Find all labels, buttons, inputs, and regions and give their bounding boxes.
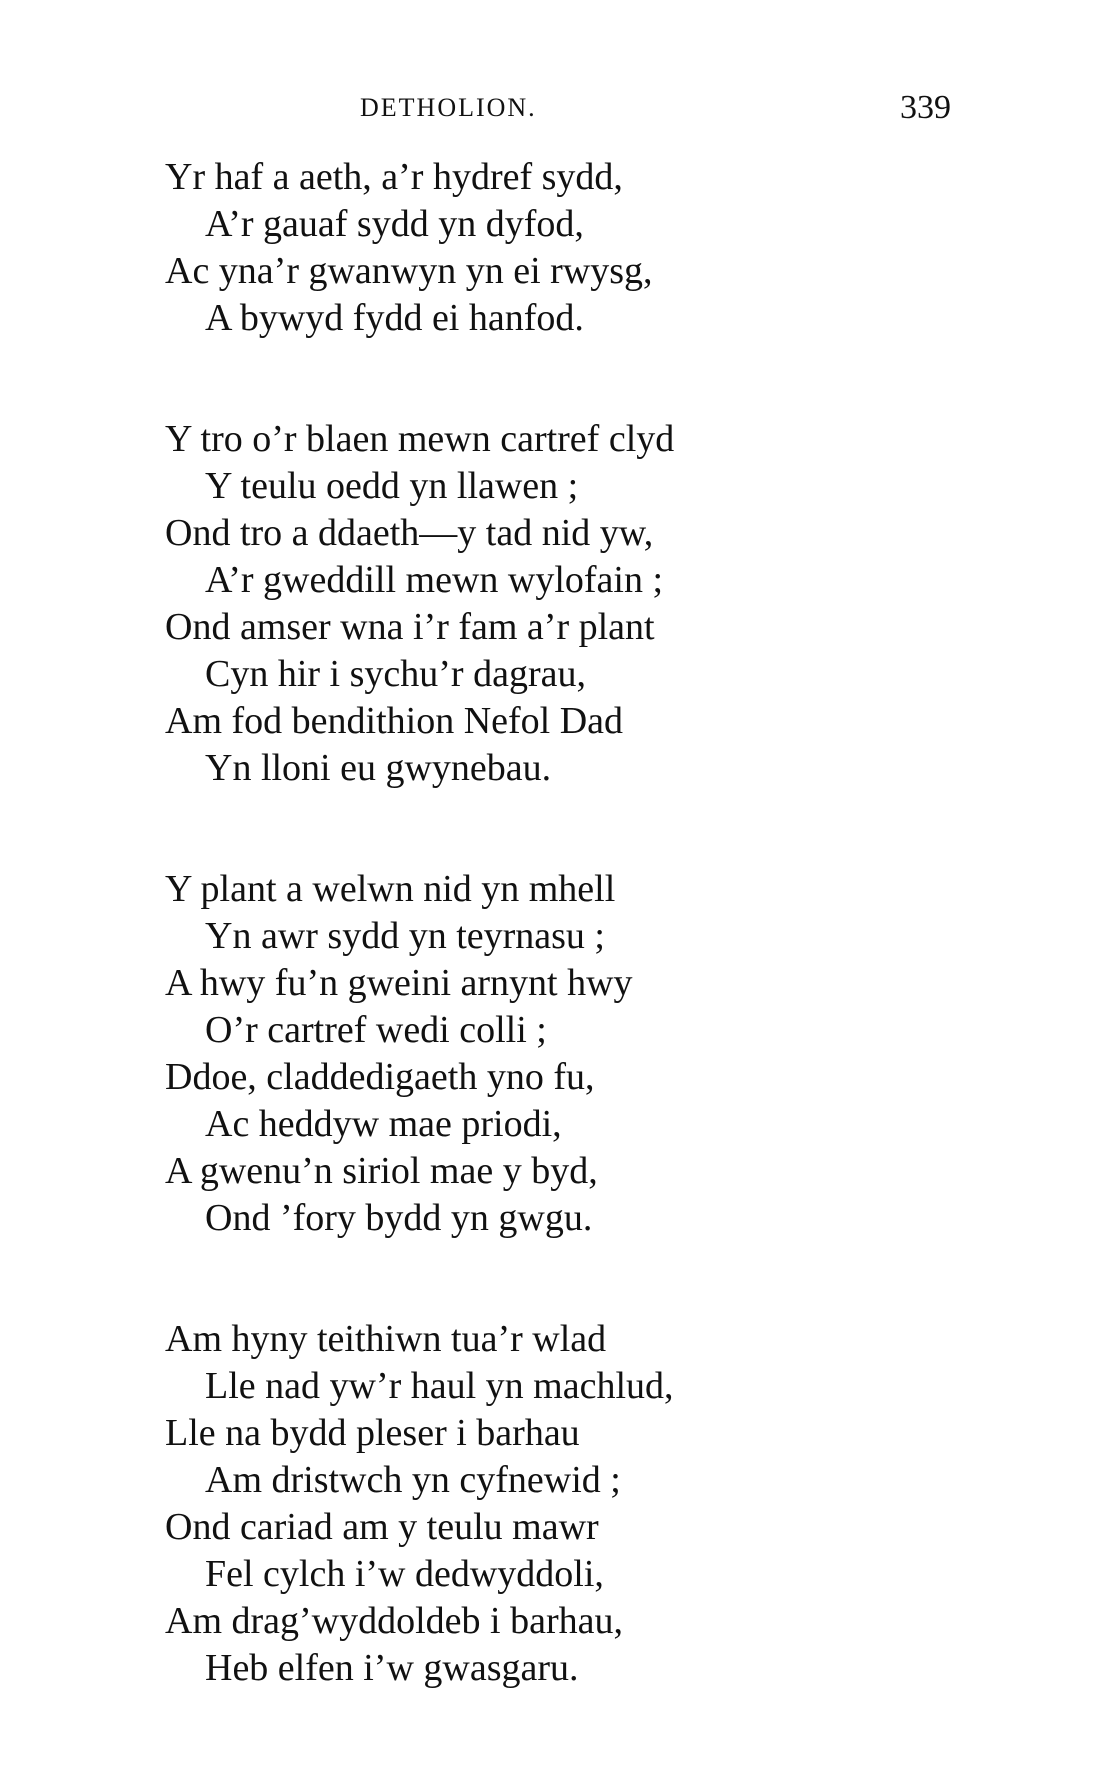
poem-line: A hwy fu’n gweini arnynt hwy [165,962,633,1004]
poem-line: Ond amser wna i’r fam a’r plant [165,606,655,648]
page-number: 339 [900,89,951,126]
poem-line: Y plant a welwn nid yn mhell [165,868,616,910]
poem-line: Y tro o’r blaen mewn cartref clyd [165,418,675,460]
poem [165,154,965,1766]
poem-line: Yr haf a aeth, a’r hydref sydd, [165,156,623,198]
poem-line: Ddoe, claddedigaeth yno fu, [165,1056,595,1098]
poem-line: A bywyd fydd ei hanfod. [205,297,584,339]
poem-line: Lle nad yw’r haul yn machlud, [205,1365,674,1407]
poem-line: Am dristwch yn cyfnewid ; [205,1459,621,1501]
poem-line: Ond tro a ddaeth—y tad nid yw, [165,512,654,554]
poem-line: Fel cylch i’w dedwyddoli, [205,1553,604,1595]
poem-line: A gwenu’n siriol mae y byd, [165,1150,598,1192]
stanza-2 [165,416,965,792]
poem-line: O’r cartref wedi colli ; [205,1009,547,1051]
poem-line: Yn awr sydd yn teyrnasu ; [205,915,605,957]
poem-line: Heb elfen i’w gwasgaru. [205,1647,579,1689]
stanza-3 [165,866,965,1242]
running-title: DETHOLION. [360,93,537,122]
poem-line: Am hyny teithiwn tua’r wlad [165,1318,607,1360]
poem-line: Cyn hir i sychu’r dagrau, [205,653,586,695]
stanza-4 [165,1316,965,1692]
running-head [0,88,1095,128]
poem-line: Y teulu oedd yn llawen ; [205,465,579,507]
poem-line: Ond ’fory bydd yn gwgu. [205,1197,593,1239]
poem-line: A’r gweddill mewn wylofain ; [205,559,664,601]
poem-line: Ac yna’r gwanwyn yn ei rwysg, [165,250,653,292]
poem-line: Ond cariad am y teulu mawr [165,1506,599,1548]
poem-line: Am fod bendithion Nefol Dad [165,700,624,742]
poem-line: Ac heddyw mae priodi, [205,1103,562,1145]
stanza-1 [165,154,965,342]
poem-line: A’r gauaf sydd yn dyfod, [205,203,584,245]
poem-line: Yn lloni eu gwynebau. [205,747,552,789]
poem-line: Lle na bydd pleser i barhau [165,1412,580,1454]
poem-line: Am drag’wyddoldeb i barhau, [165,1600,623,1642]
